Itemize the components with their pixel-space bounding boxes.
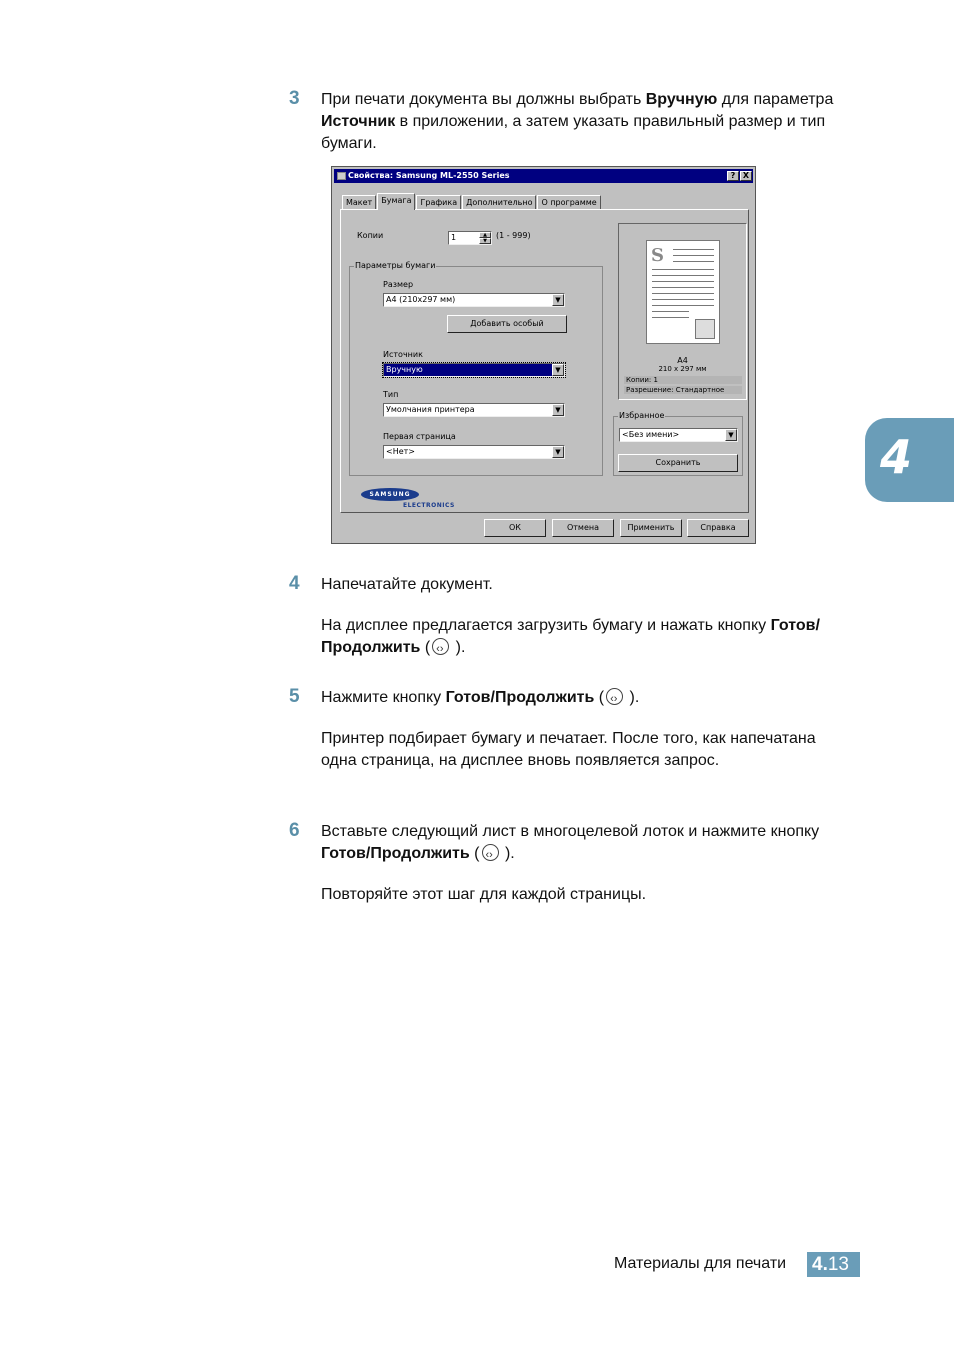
paren-close: ). xyxy=(500,845,515,862)
copies-value: 1 xyxy=(451,233,457,242)
favorites-group xyxy=(613,411,743,476)
step-6-note: Повторяйте этот шаг для каждой страницы. xyxy=(321,886,647,903)
paper-options-group xyxy=(349,261,603,476)
page-number-badge xyxy=(807,1252,860,1277)
add-custom-button[interactable]: Добавить особый xyxy=(447,315,567,333)
dialog-tabs xyxy=(342,193,602,209)
close-title-button[interactable]: X xyxy=(740,171,752,181)
samsung-s-icon: S xyxy=(651,245,664,266)
favorites-select[interactable] xyxy=(619,428,738,442)
size-value: A4 (210x297 мм) xyxy=(386,295,456,304)
step-3-bold-source: Источник xyxy=(321,113,396,130)
tab-about[interactable]: О программе xyxy=(537,195,600,209)
page-chapter: 4. xyxy=(812,1254,828,1275)
size-label: Размер xyxy=(383,280,414,289)
ok-button[interactable]: ОК xyxy=(484,519,546,537)
help-title-button[interactable]: ? xyxy=(727,171,739,181)
step-4-text: Напечатайте документ. xyxy=(321,576,493,593)
printer-icon xyxy=(337,172,346,180)
paren-close: ). xyxy=(451,639,466,656)
paren-open: ( xyxy=(420,639,431,656)
first-page-select[interactable] xyxy=(383,445,565,459)
spin-up-icon[interactable]: ▲ xyxy=(479,232,491,238)
step-number-6: 6 xyxy=(289,820,300,841)
chevron-down-icon[interactable]: ▼ xyxy=(725,429,737,441)
preview-dimensions: 210 x 297 мм xyxy=(658,365,707,373)
dialog-title: Свойства: Samsung ML-2550 Series xyxy=(348,171,510,180)
first-page-value: <Нет> xyxy=(386,447,416,456)
dialog-titlebar xyxy=(334,169,753,183)
step-4-note xyxy=(321,615,841,659)
chevron-down-icon[interactable]: ▼ xyxy=(552,294,564,306)
step-5-text-part: Нажмите кнопку xyxy=(321,689,446,706)
step-6-text xyxy=(321,821,841,865)
page-preview-image xyxy=(646,240,720,344)
paren-open: ( xyxy=(594,689,605,706)
chevron-down-icon[interactable]: ▼ xyxy=(552,404,564,416)
type-select[interactable] xyxy=(383,403,565,417)
source-label: Источник xyxy=(383,350,423,359)
paren-open: ( xyxy=(469,845,480,862)
step-number-5: 5 xyxy=(289,686,300,707)
step-6-bold-ready: Готов/Продолжить xyxy=(321,845,470,862)
paper-options-title: Параметры бумаги xyxy=(355,261,436,270)
printer-properties-dialog xyxy=(331,166,756,544)
small-page-icon xyxy=(695,319,715,339)
footer-section-title: Материалы для печати xyxy=(614,1255,787,1272)
ready-continue-icon xyxy=(432,638,449,655)
cancel-button[interactable]: Отмена xyxy=(552,519,614,537)
tab-paper[interactable]: Бумага xyxy=(377,193,415,210)
step-number-3: 3 xyxy=(289,88,300,109)
source-value: Вручную xyxy=(386,365,423,374)
source-select[interactable] xyxy=(383,363,565,377)
step-5-bold-ready: Готов/Продолжить xyxy=(445,689,595,706)
step-3-text-part: для параметра xyxy=(717,91,834,108)
tab-graphics[interactable]: Графика xyxy=(416,195,461,209)
step-3-text-part: При печати документа вы должны выбрать xyxy=(321,91,646,108)
favorites-value: <Без имени> xyxy=(622,430,680,439)
type-label: Тип xyxy=(383,390,399,399)
preview-copies: Копии: 1 xyxy=(624,376,742,384)
copies-input[interactable] xyxy=(448,231,492,245)
favorites-title: Избранное xyxy=(619,411,665,420)
first-page-label: Первая страница xyxy=(383,432,456,441)
ready-continue-icon xyxy=(482,844,499,861)
tab-advanced[interactable]: Дополнительно xyxy=(462,195,536,209)
paper-preview xyxy=(618,223,747,400)
paper-tab-panel xyxy=(340,209,749,513)
step-3-text-part: в приложении, а затем указать правильный размер и тип бумаги. xyxy=(321,113,826,152)
tab-layout[interactable]: Макет xyxy=(342,195,376,209)
preview-size: A4 xyxy=(677,356,688,365)
spin-down-icon[interactable]: ▼ xyxy=(479,238,491,244)
chevron-down-icon[interactable]: ▼ xyxy=(552,364,564,376)
copies-label: Копии xyxy=(357,231,384,240)
step-5-text xyxy=(321,687,841,709)
help-button[interactable]: Справка xyxy=(687,519,749,537)
step-3-bold-manual: Вручную xyxy=(645,91,718,108)
step-number-4: 4 xyxy=(289,573,300,594)
step-3-text xyxy=(321,89,841,155)
type-value: Умолчания принтера xyxy=(386,405,475,414)
copies-range: (1 - 999) xyxy=(496,231,531,240)
step-5-note: Принтер подбирает бумагу и печатает. После того, как напечатана одна страница, на дисплее вновь появляется запрос. xyxy=(321,730,816,769)
step-4-bold-ready: Готов/Продолжить xyxy=(321,617,820,656)
step-6-text-part: Вставьте следующий лист в многоцелевой лоток и нажмите кнопку xyxy=(321,823,820,840)
save-favorite-button[interactable]: Сохранить xyxy=(618,454,738,472)
page-number: 13 xyxy=(827,1254,849,1275)
apply-button[interactable]: Применить xyxy=(620,519,682,537)
step-4-note-part: На дисплее предлагается загрузить бумагу и нажать кнопку xyxy=(321,617,771,634)
chevron-down-icon[interactable]: ▼ xyxy=(552,446,564,458)
samsung-electronics-text: ELECTRONICS xyxy=(403,502,455,509)
paren-close: ). xyxy=(625,689,640,706)
size-select[interactable] xyxy=(383,293,565,307)
samsung-logo: SAMSUNG xyxy=(361,488,419,501)
chapter-number: 4 xyxy=(880,430,913,484)
ready-continue-icon xyxy=(606,688,623,705)
preview-resolution: Разрешение: Стандартное xyxy=(624,386,742,394)
